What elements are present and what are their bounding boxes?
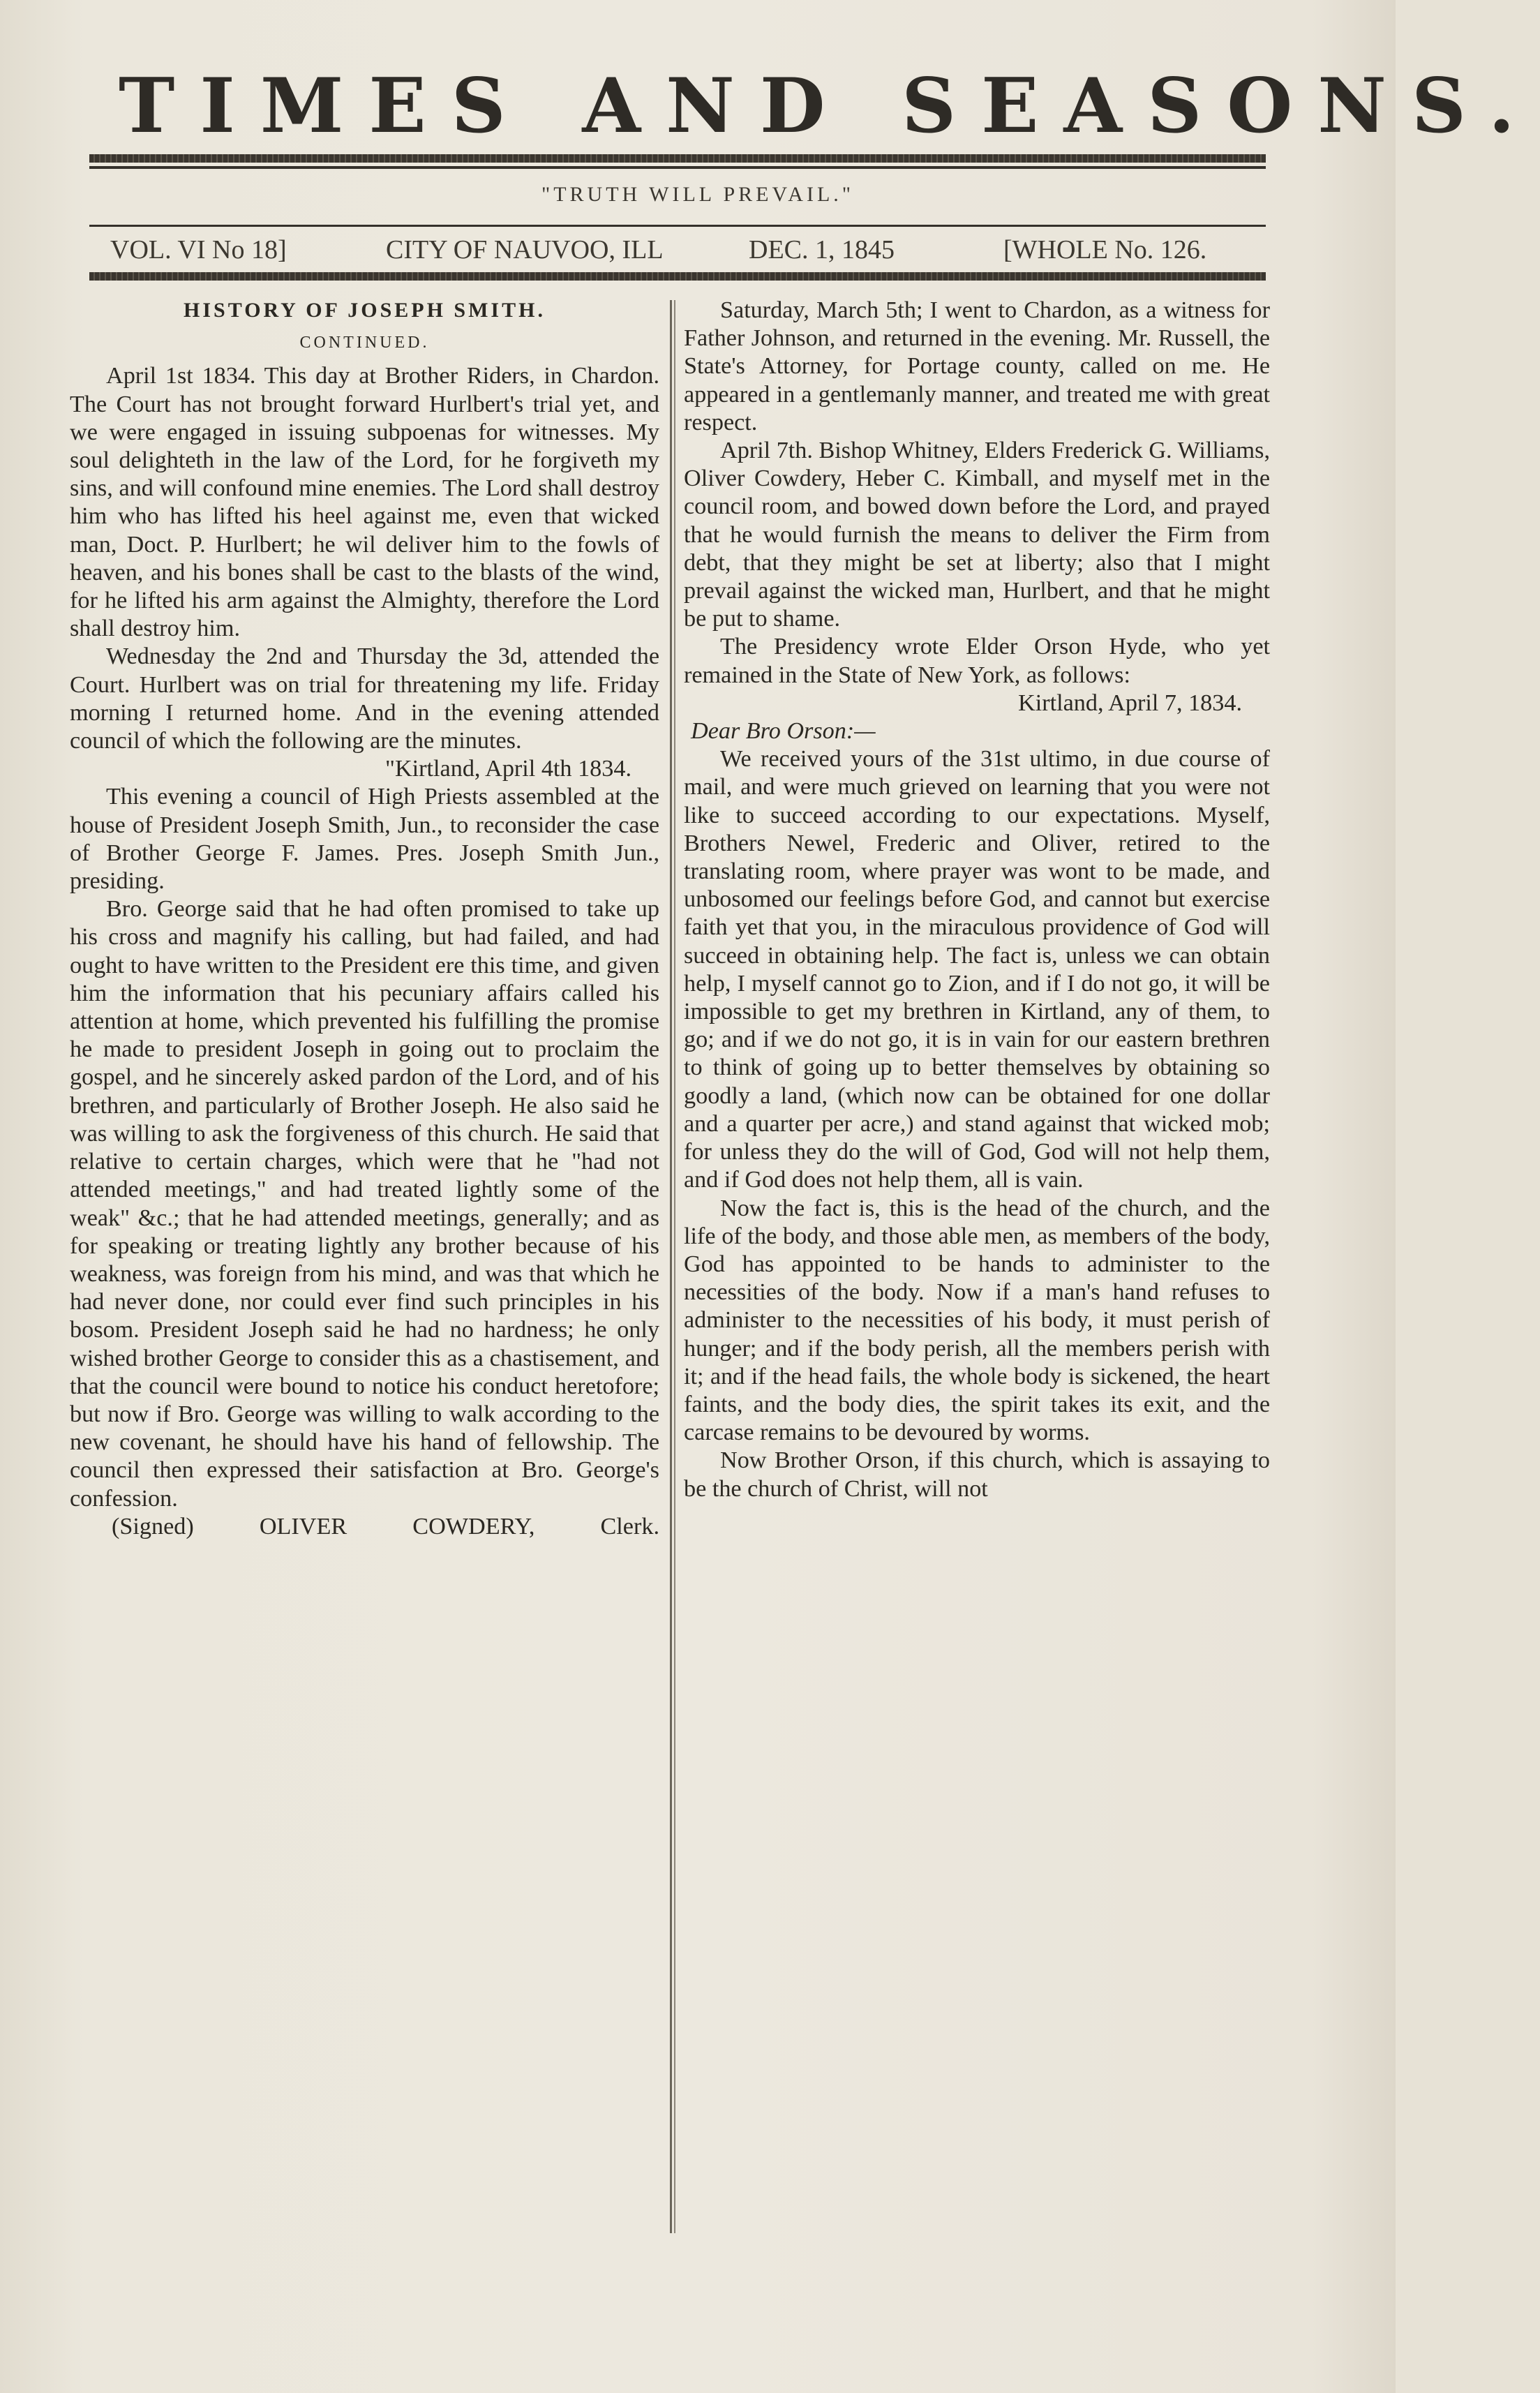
paragraph: Now the fact is, this is the head of the church, and the life of the body, and those able men, as members of the body, God has appointed to be hands to administer to the necessities of the body. Now if a man's hand refuses to administer to the necessities of his body, it must perish of hunger; and if the body perish, all the members perish with it; and if the head fails, the whole body is sickened, the heart faints, and the body dies, the spirit takes its exit, and the carcase remains to be devoured by worms. [684, 1195, 1270, 1446]
article-subtitle: CONTINUED. [299, 334, 430, 352]
paragraph: April 7th. Bishop Whitney, Elders Frederick G. Williams, Oliver Cowdery, Heber C. Kimball, and myself met in the council room, and bowed down before the Lord, and prayed that he would furnish the means to deliver the Firm from debt, that they might be set at liberty; also that I might prevail against the wicked man, Hurlbert, and that he might be put to shame. [684, 438, 1270, 632]
masthead-rule-thin [89, 166, 1266, 169]
issue-rule-bottom [89, 272, 1266, 281]
issue-date: DEC. 1, 1845 [749, 235, 895, 264]
paragraph: April 1st 1834. This day at Brother Riders, in Chardon. The Court has not brought forward Hurlbert's trial yet, and we were engaged in issuing subpoenas for witnesses. My soul delighteth in the law of the Lord, for he forgiveth my sins, and will confound mine enemies. The Lord shall destroy him who has lifted his heel against me, even that wicked man, Doct. P. Hurlbert; he wil deliver him to the fowls of heaven, and his bones shall be cast to the blasts of the wind, for he lifted his arm against the Almighty, therefore the Lord shall destroy him. [70, 363, 659, 642]
masthead-motto: "TRUTH WILL PREVAIL." [541, 183, 855, 206]
paragraph: This evening a council of High Priests assembled at the house of President Joseph Smith, Jun., to reconsider the case of Brother George F. James. Pres. Joseph Smith Jun., presiding. [70, 784, 659, 895]
issue-rule-top [89, 225, 1266, 227]
issue-place: CITY OF NAUVOO, ILL [386, 235, 664, 264]
paragraph: Bro. George said that he had often promised to take up his cross and magnify his calling, but had failed, and had ought to have written to the President ere this time, and given him the information that his pecuniary affairs called his attention at home, which prevented his fulfilling the promise he made to president Joseph in going out to proclaim the gospel, and he sincerely asked pardon of the Lord, and of his brethren, and particularly of Brother Joseph. He also said he was willing to ask the forgiveness of this church. He said that relative to certain charges, which were that he "had not attended meetings," and had treated lightly some of the weak" &c.; that he had attended meetings, generally; and as for speaking or treating lightly any brother because of his weakness, was foreign from his mind, and was that which he had never done, nor could ever find such principles in his bosom. President Joseph said he had no hardness; he only wished brother George to consider this as a chastisement, and that the council were bound to notice his conduct heretofore; but now if Bro. George was willing to walk according to the new covenant, he should have his hand of fellowship. The council then expressed their satisfaction at Bro. George's confession. [70, 896, 659, 1512]
issue-volume: VOL. VI No 18] [110, 235, 287, 264]
masthead-title: TIMES AND SEASONS. [119, 62, 1540, 150]
issue-whole-number: [WHOLE No. 126. [1003, 235, 1207, 264]
column-divider-inner [674, 300, 675, 2233]
paragraph: Wednesday the 2nd and Thursday the 3d, attended the Court. Hurlbert was on trial for threatening my life. Friday morning I returned home. And in the evening attended council of which the following are the minutes. [70, 643, 659, 754]
article-title: HISTORY OF JOSEPH SMITH. [184, 299, 546, 322]
minutes-dateline: "Kirtland, April 4th 1834. [385, 756, 631, 782]
column-right [684, 297, 1270, 1503]
issue-line [89, 230, 1266, 269]
letter-salutation: Dear Bro Orson:— [691, 718, 876, 745]
paragraph: The Presidency wrote Elder Orson Hyde, who yet remained in the State of New York, as follows: [684, 634, 1270, 688]
paragraph: We received yours of the 31st ultimo, in due course of mail, and were much grieved on learning that you were not like to succeed according to our expectations. Myself, Brothers Newel, Frederic and Oliver, retired to the translating room, where prayer was wont to be made, and unbosomed our feelings before God, and cannot but exercise faith yet that you, in the miraculous providence of God will succeed in obtaining help. The fact is, unless we can obtain help, I myself cannot go to Zion, and if I do not go, it will be impossible to get my brethren in Kirtland, any of them, to go; and if we do not go, it is in vain for our eastern brethren to think of going up to better themselves by obtaining so goodly a land, (which now can be obtained for one dollar and a quarter per acre,) and stand against that wicked mob; for unless they do the will of God, God will not help them, and if God does not help them, all is vain. [684, 746, 1270, 1193]
column-divider [670, 300, 672, 2233]
column-left [70, 297, 659, 1541]
masthead-rule-thick [89, 154, 1266, 163]
paragraph: Now Brother Orson, if this church, which is assaying to be the church of Christ, will not [684, 1447, 1270, 1502]
paragraph: Saturday, March 5th; I went to Chardon, as a witness for Father Johnson, and returned in the evening. Mr. Russell, the State's Attorney, for Portage county, called on me. He appeared in a gentlemanly manner, and treated me with great respect. [684, 297, 1270, 435]
signature: (Signed) OLIVER COWDERY, Clerk. [112, 1513, 659, 1540]
letter-dateline: Kirtland, April 7, 1834. [1018, 689, 1242, 716]
